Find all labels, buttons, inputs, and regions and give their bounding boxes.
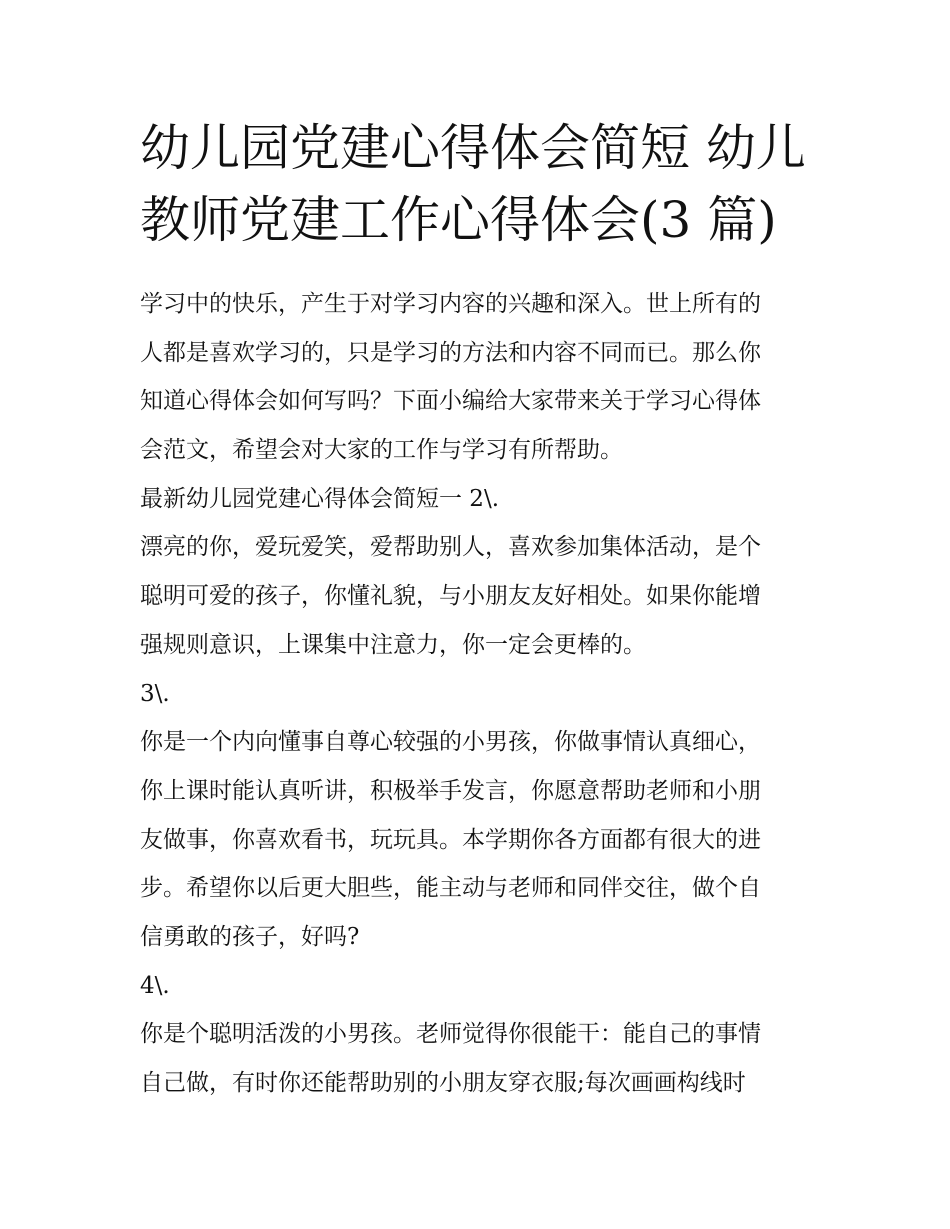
text-line: 人都是喜欢学习的，只是学习的方法和内容不同而已。那么你 — [140, 339, 761, 366]
text-line: 步。希望你以后更大胆些，能主动与老师和同伴交往，做个自 — [140, 875, 761, 902]
text-line: 会范文，希望会对大家的工作与学习有所帮助。 — [140, 437, 623, 464]
title-line-1: 幼儿园党建心得体会简短 幼儿 — [140, 119, 806, 177]
title-line-2: 教师党建工作心得体会(3 篇) — [140, 191, 777, 249]
text-line: 你上课时能认真听讲，积极举手发言，你愿意帮助老师和小朋 — [140, 777, 761, 804]
text-line: 友做事，你喜欢看书，玩玩具。本学期你各方面都有很大的进 — [140, 826, 761, 853]
text-line: 你是个聪明活泼的小男孩。老师觉得你很能干：能自己的事情 — [140, 1021, 761, 1048]
text-line: 你是一个内向懂事自尊心较强的小男孩，你做事情认真细心， — [140, 729, 761, 756]
text-line: 3\. — [140, 680, 170, 707]
text-line: 最新幼儿园党建心得体会简短一 2\. — [140, 485, 500, 512]
text-line: 信勇敢的孩子，好吗? — [140, 923, 360, 950]
text-line: 4\. — [140, 972, 170, 999]
text-line: 聪明可爱的孩子，你懂礼貌，与小朋友友好相处。如果你能增 — [140, 583, 761, 610]
text-line: 知道心得体会如何写吗？下面小编给大家带来关于学习心得体 — [140, 388, 761, 415]
text-line: 学习中的快乐，产生于对学习内容的兴趣和深入。世上所有的 — [140, 291, 761, 317]
text-line: 强规则意识，上课集中注意力，你一定会更棒的。 — [140, 631, 646, 658]
text-line: 自己做，有时你还能帮助别的小朋友穿衣服;每次画画构线时 — [140, 1070, 746, 1096]
document-body — [140, 280, 820, 1108]
text-line: 漂亮的你，爱玩爱笑，爱帮助别人，喜欢参加集体活动，是个 — [140, 534, 761, 561]
document-title — [140, 112, 840, 256]
